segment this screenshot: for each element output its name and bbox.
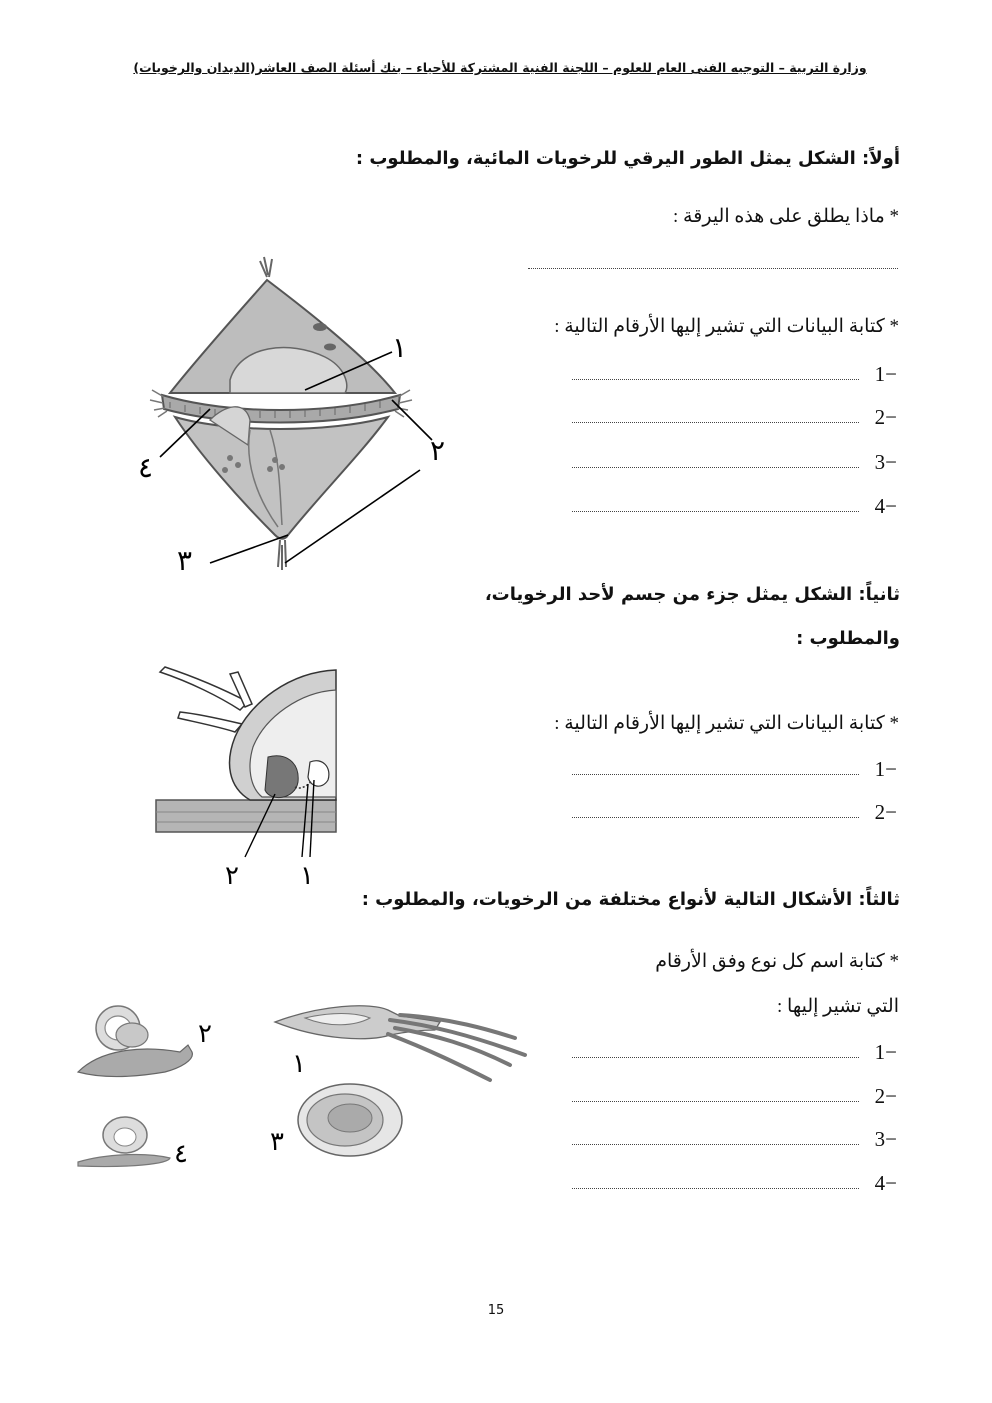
mollusc-label-3: ٣ xyxy=(270,1127,284,1157)
answer-dotted-line[interactable] xyxy=(572,1057,859,1058)
answer-dotted-line[interactable] xyxy=(572,467,859,468)
section3-answer-row[interactable] xyxy=(572,1171,897,1195)
answer-number: 1− xyxy=(874,362,897,386)
answer-dotted-line[interactable] xyxy=(572,1101,859,1102)
section3-answer-row[interactable] xyxy=(572,1040,897,1064)
larva-label-2: ٢ xyxy=(430,434,446,467)
snail-label-1: ١ xyxy=(300,861,314,891)
larva-label-4: ٤ xyxy=(138,451,154,484)
answer-number: 2− xyxy=(874,1084,897,1108)
section1-answer-row[interactable] xyxy=(572,405,897,429)
answer-dotted-line[interactable] xyxy=(572,774,859,775)
section1-question-labels: * كتابة البيانات التي تشير إليها الأرقام التالية : xyxy=(554,316,899,337)
section1-title: أولاً: الشكل يمثل الطور اليرقي للرخويات المائية، والمطلوب : xyxy=(355,148,900,169)
answer-dotted-line[interactable] xyxy=(572,817,859,818)
section1-answer-row[interactable] xyxy=(572,494,897,518)
section3-question-line2: التي تشير إليها : xyxy=(777,996,899,1017)
section2-question-labels: * كتابة البيانات التي تشير إليها الأرقام التالية : xyxy=(554,713,899,734)
answer-dotted-line[interactable] xyxy=(572,511,859,512)
mollusc-label-4: ٤ xyxy=(174,1139,188,1169)
mollusc-label-2: ٢ xyxy=(198,1019,212,1049)
section1-question-name: * ماذا يطلق على هذه اليرقة : xyxy=(673,206,899,227)
mollusc-label-1: ١ xyxy=(292,1049,306,1079)
answer-dotted-line[interactable] xyxy=(572,1188,859,1189)
section2-answer-row[interactable] xyxy=(572,757,897,781)
section3-answer-row[interactable] xyxy=(572,1127,897,1151)
answer-number: 3− xyxy=(874,1127,897,1151)
answer-number: 2− xyxy=(874,405,897,429)
section2-answer-row[interactable] xyxy=(572,800,897,824)
answer-dotted-line[interactable] xyxy=(572,1144,859,1145)
answer-number: 2− xyxy=(874,800,897,824)
answer-dotted-line[interactable] xyxy=(572,379,859,380)
section3-question-line1: * كتابة اسم كل نوع وفق الأرقام xyxy=(655,951,899,972)
snail-radula-figure xyxy=(150,662,350,894)
snail-label-2: ٢ xyxy=(225,861,239,891)
veliger-larva-figure xyxy=(130,245,460,585)
answer-number: 4− xyxy=(874,494,897,518)
section2-title-line2: والمطلوب : xyxy=(796,628,900,649)
answer-number: 1− xyxy=(874,1040,897,1064)
answer-number: 4− xyxy=(874,1171,897,1195)
section3-answer-row[interactable] xyxy=(572,1084,897,1108)
answer-number: 3− xyxy=(874,450,897,474)
page-number: 15 xyxy=(487,1303,505,1318)
mollusc-types-figure xyxy=(70,990,530,1180)
section1-answer-line-name[interactable] xyxy=(528,268,898,269)
larva-label-1: ١ xyxy=(392,331,408,364)
section1-answer-row[interactable] xyxy=(572,362,897,386)
answer-number: 1− xyxy=(874,757,897,781)
section2-title-line1: ثانياً: الشكل يمثل جزء من جسم لأحد الرخويات، xyxy=(484,584,900,605)
section1-answer-row[interactable] xyxy=(572,450,897,474)
section3-title: ثالثاً: الأشكال التالية لأنواع مختلفة من الرخويات، والمطلوب : xyxy=(361,889,900,910)
page-header: وزارة التربية – التوجيه الفنى العام للعلوم – اللجنة الفنية المشتركة للأحياء – بنك أسئلة الصف العاشر(الديدان والرخويات) xyxy=(133,60,867,75)
answer-dotted-line[interactable] xyxy=(572,422,859,423)
larva-label-3: ٣ xyxy=(177,544,193,577)
